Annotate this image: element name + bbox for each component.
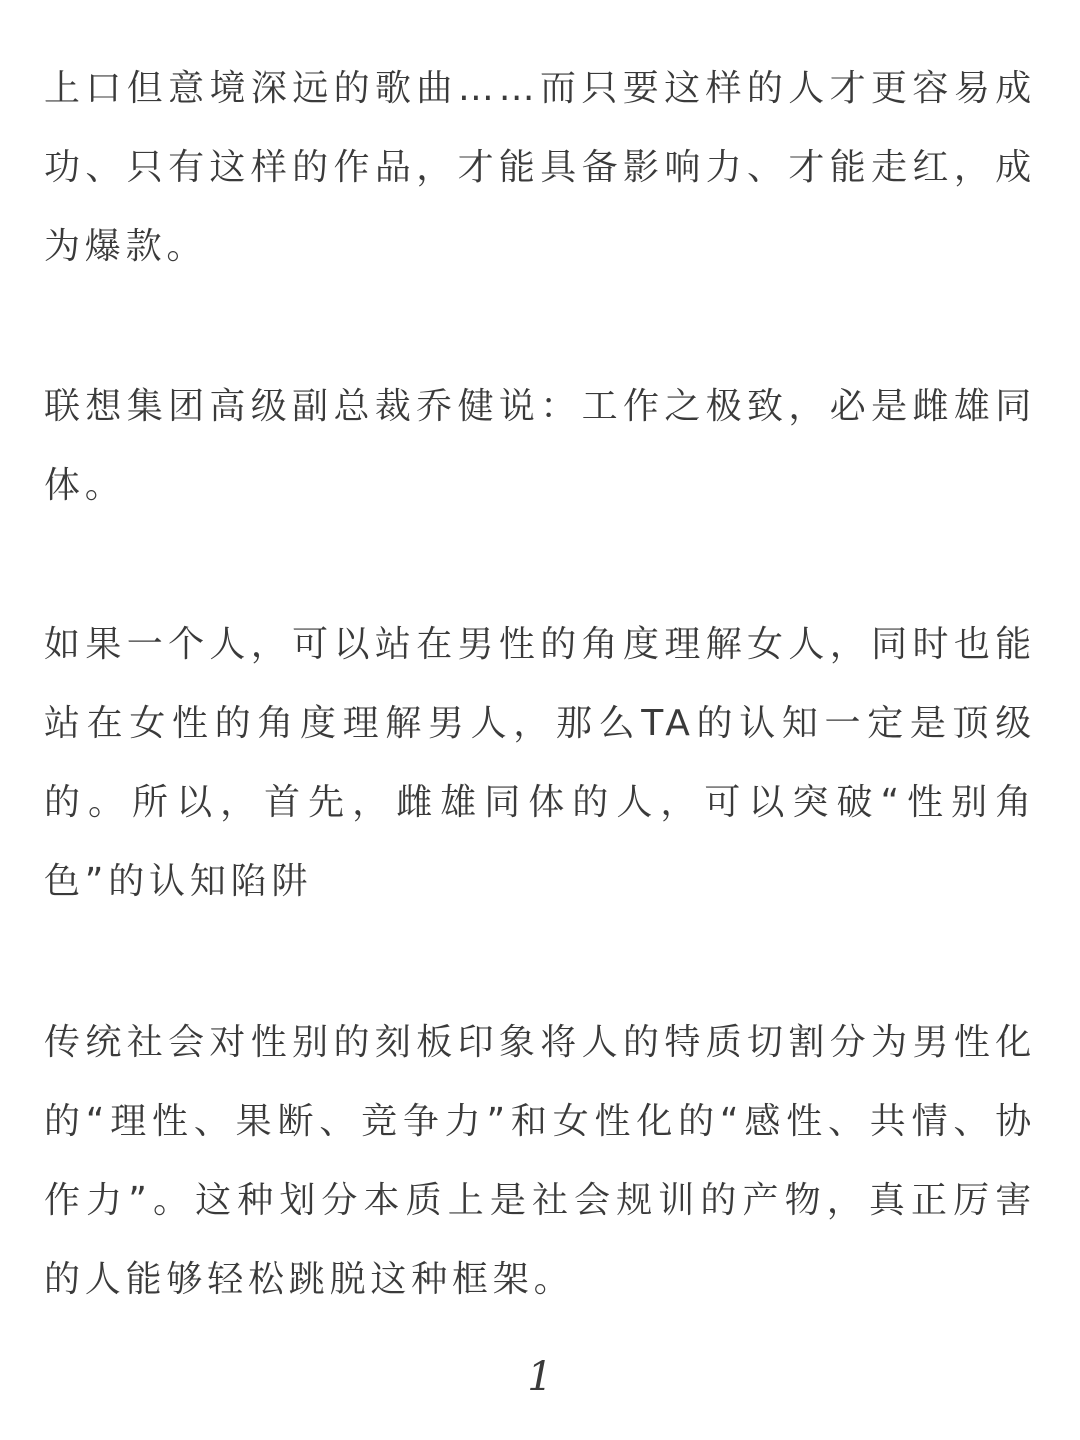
paragraph-song-success: 上口但意境深远的歌曲……而只要这样的人才更容易成功、只有这样的作品，才能具备影响力、才能走红，成为爆款。: [44, 68, 1036, 267]
paragraph-lenovo-quote: 联想集团高级副总裁乔健说：工作之极致，必是雌雄同体。: [44, 386, 1036, 506]
page-number: 1: [527, 1354, 553, 1400]
paragraph-gender-stereotype: 传统社会对性别的刻板印象将人的特质切割分为男性化的“理性、果断、竞争力”和女性化的“感性、共情、协作力”。这种划分本质上是社会规训的产物，真正厉害的人能够轻松跳脱这种框架。: [44, 1022, 1036, 1300]
paragraph-cognition: 如果一个人，可以站在男性的角度理解女人，同时也能站在女性的角度理解男人，那么TA的认知一定是顶级的。所以，首先，雌雄同体的人，可以突破“性别角色”的认知陷阱: [44, 624, 1036, 902]
